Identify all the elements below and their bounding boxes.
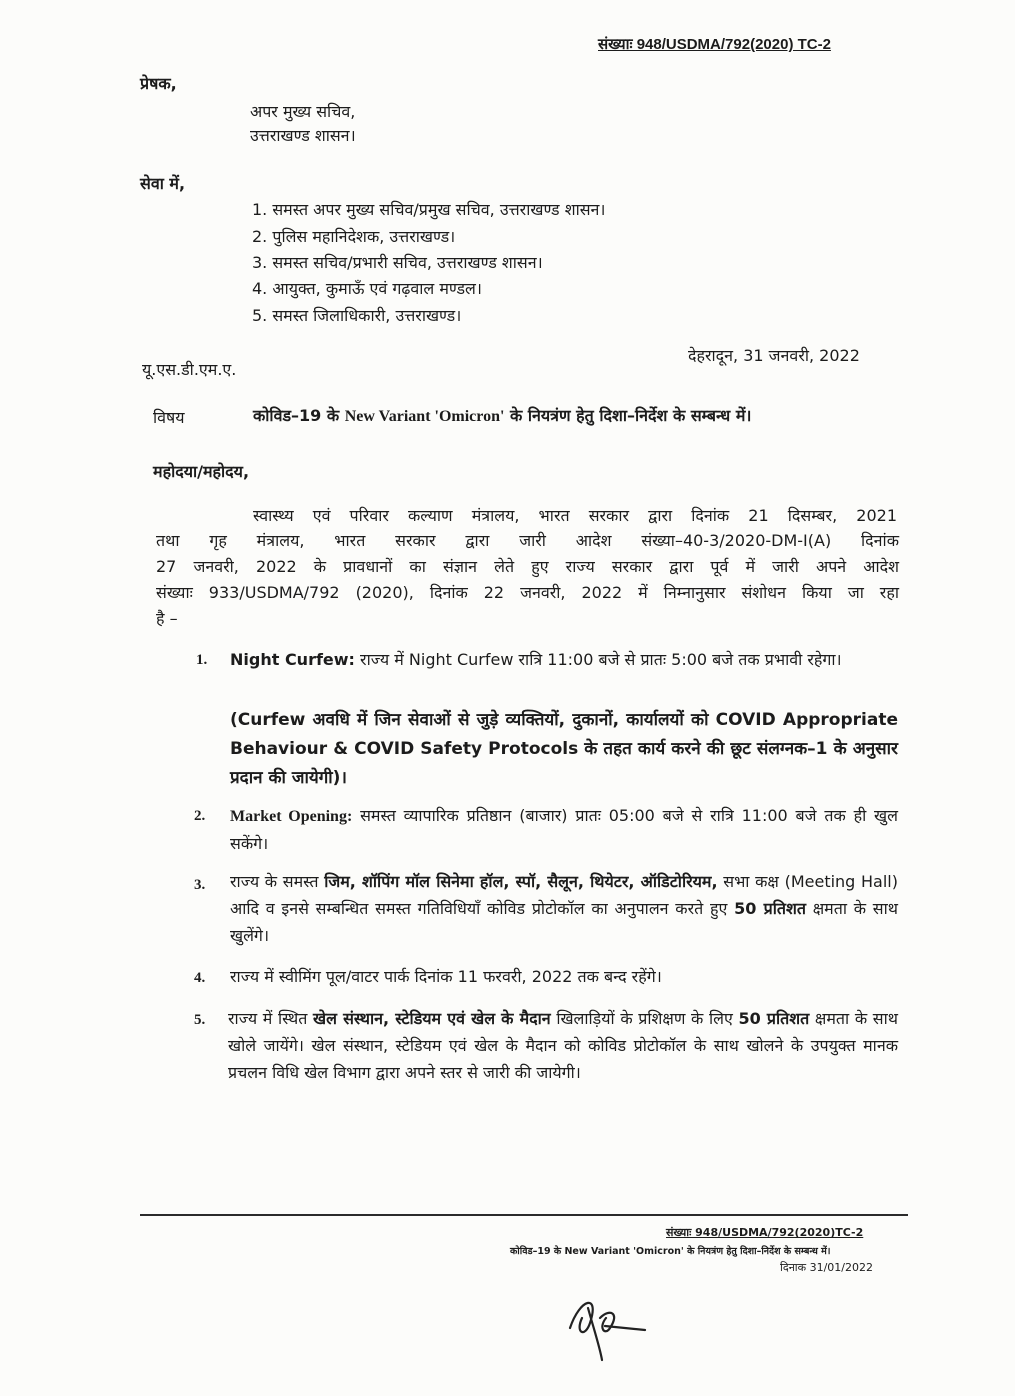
point-number: 5. xyxy=(194,1012,206,1028)
point-number: 3. xyxy=(194,877,206,893)
intro-line: है – xyxy=(156,609,178,628)
point-3-text: राज्य के समस्त जिम, शॉपिंग मॉल सिनेमा हॉल, स्पॉ, सैलून, थियेटर, ऑडिटोरियम, सभा कक्ष (Meeting Hall) आदि व इनसे सम्बन्धित समस्त गतिविधियाँ कोविड प्रोटोकॉल का अनुपालन करते हुए 50 प्रतिशत क्षमता के साथ खुलेंगे। xyxy=(230,872,898,945)
recipients-label: सेवा में, xyxy=(140,174,186,193)
intro-line: तथा गृह मंत्रालय, भारत सरकार द्वारा जारी आदेश संख्या–40-3/2020-DM-I(A) दिनांक xyxy=(156,531,899,550)
footer-divider xyxy=(140,1214,908,1216)
point-5-text: राज्य में स्थित खेल संस्थान, स्टेडियम एवं खेल के मैदान खिलाड़ियों के प्रशिक्षण के लिए 50 प्रतिशत क्षमता के साथ खोले जायेंगे। खेल संस्थान, स्टेडियम एवं खेल के मैदान को कोविड प्रोटोकॉल के साथ खोलने के उपयुक्त मानक प्रचलन विधि खेल विभाग द्वारा अपने स्तर से जारी की जायेगी। xyxy=(228,1009,898,1082)
intro-line: संख्याः 933/USDMA/792 (2020), दिनांक 22 जनवरी, 2022 में निम्नानुसार संशोधन किया जा रहा xyxy=(156,583,899,602)
point-number: 2. xyxy=(194,808,206,824)
recipient-item: 4. आयुक्त, कुमाऊँ एवं गढ़वाल मण्डल। xyxy=(252,279,482,298)
point-1-note: (Curfew अवधि में जिन सेवाओं से जुड़े व्यक्तियों, दुकानों, कार्यालयों को COVID Appropriate Behaviour & COVID Safety Protocols के तहत कार्य करने की छूट संलग्नक–1 के अनुसार प्रदान की जायेगी)। xyxy=(230,710,898,788)
footer-ref: संख्याः 948/USDMA/792(2020)TC-2 xyxy=(666,1226,864,1239)
recipient-item: 3. समस्त सचिव/प्रभारी सचिव, उत्तराखण्ड शासन। xyxy=(252,253,543,272)
sender-office: उत्तराखण्ड शासन। xyxy=(250,126,356,145)
footer-subject: कोविड–19 के New Variant 'Omicron' के नियत्रंण हेतु दिशा–निर्देश के सम्बन्ध में। xyxy=(510,1246,831,1257)
salutation: महोदया/महोदय, xyxy=(153,462,250,481)
signature-mark xyxy=(560,1288,660,1363)
point-4-text: राज्य में स्वीमिंग पूल/वाटर पार्क दिनांक 11 फरवरी, 2022 तक बन्द रहेंगे। xyxy=(230,967,662,986)
recipient-item: 2. पुलिस महानिदेशक, उत्तराखण्ड। xyxy=(252,227,456,246)
reference-number: संख्याः 948/USDMA/792(2020) TC-2 xyxy=(598,36,831,53)
recipient-item: 5. समस्त जिलाधिकारी, उत्तराखण्ड। xyxy=(252,306,462,325)
place-date: देहरादून, 31 जनवरी, 2022 xyxy=(688,346,860,365)
footer-date: दिनाक 31/01/2022 xyxy=(780,1261,873,1274)
sender-label: प्रेषक, xyxy=(140,74,177,93)
intro-line: स्वास्थ्य एवं परिवार कल्याण मंत्रालय, भारत सरकार द्वारा दिनांक 21 दिसम्बर, 2021 xyxy=(253,506,897,525)
sender-name: अपर मुख्य सचिव, xyxy=(250,102,356,121)
subject-label: विषय xyxy=(153,408,185,427)
org-label: यू.एस.डी.एम.ए. xyxy=(142,360,237,379)
point-1-text: Night Curfew: राज्य में Night Curfew रात्रि 11:00 बजे से प्रातः 5:00 बजे तक प्रभावी रहेगा। xyxy=(230,650,842,669)
recipient-item: 1. समस्त अपर मुख्य सचिव/प्रमुख सचिव, उत्तराखण्ड शासन। xyxy=(252,200,606,219)
point-number: 1. xyxy=(196,652,208,668)
point-2-text: Market Opening: समस्त व्यापारिक प्रतिष्ठान (बाजार) प्रातः 05:00 बजे से रात्रि 11:00 बजे तक ही खुल सकेंगे। xyxy=(230,806,898,853)
intro-line: 27 जनवरी, 2022 के प्रावधानों का संज्ञान लेते हुए राज्य सरकार द्वारा पूर्व में जारी अपने आदेश xyxy=(156,557,899,576)
point-number: 4. xyxy=(194,970,206,986)
subject-text: कोविड–19 के New Variant 'Omicron' के नियत्रंण हेतु दिशा–निर्देश के सम्बन्ध में। xyxy=(253,406,752,425)
